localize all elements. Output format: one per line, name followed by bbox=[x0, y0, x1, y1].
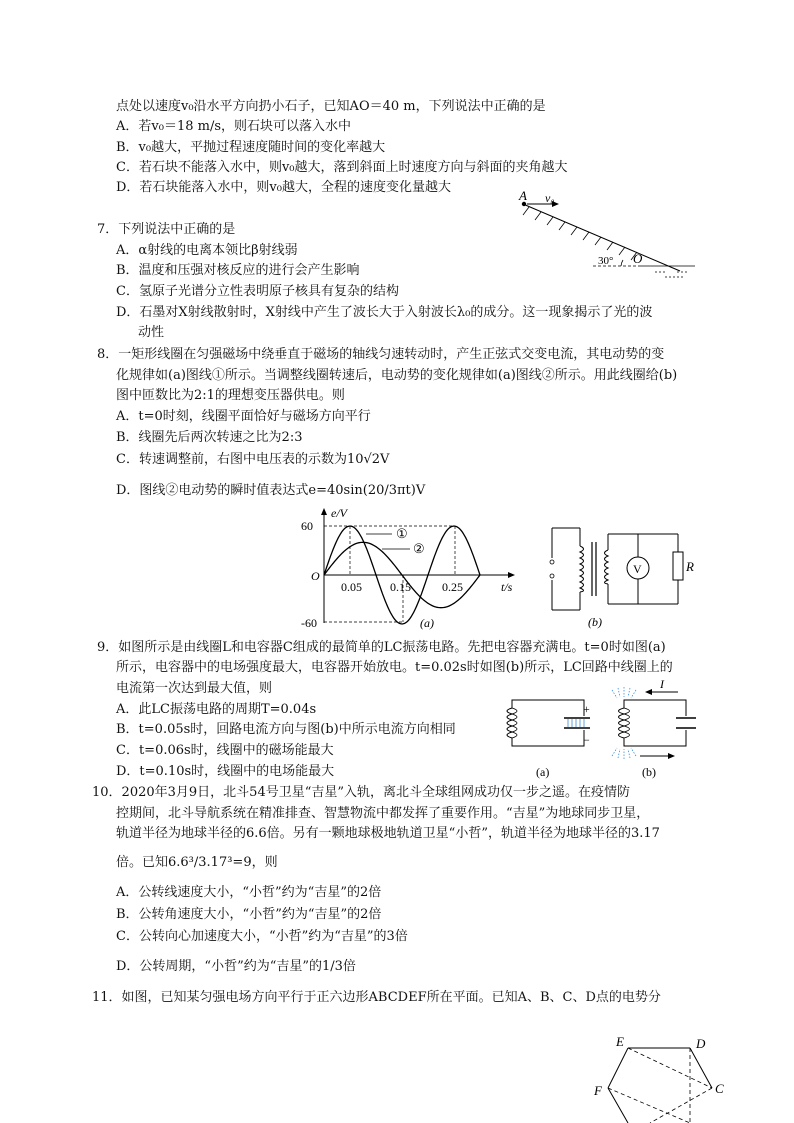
q9-option-c: C．t=0.06s时，线圈中的磁场能最大 bbox=[116, 743, 334, 758]
q8-option-a: A．t=0时刻，线圈平面恰好与磁场方向平行 bbox=[116, 409, 371, 424]
q8-option-d: D．图线②电动势的瞬时值表达式e=40sin(20/3πt)V bbox=[116, 483, 426, 498]
q8-option-c: C．转速调整前，右图中电压表的示数为10√2V bbox=[116, 452, 390, 467]
q9-option-b: B．t=0.05s时，回路电流方向与图(b)中所示电流方向相同 bbox=[116, 722, 456, 737]
q11-stem: 11．如图，已知某匀强电场方向平行于正六边形ABCDEF所在平面。已知A、B、C、D点的电势分 bbox=[92, 990, 661, 1005]
q6-option-c: C．若石块不能落入水中，则v₀越大，落到斜面上时速度方向与斜面的夹角越大 bbox=[116, 160, 568, 175]
q8-stem-3: 图中匝数比为2:1的理想变压器供电。则 bbox=[116, 388, 345, 403]
q7-option-d-cont: 动性 bbox=[138, 325, 165, 340]
q6-option-a: A．若v₀＝18 m/s，则石块可以落入水中 bbox=[116, 119, 351, 134]
q10-stem-4: 倍。已知6.6³/3.17³=9，则 bbox=[116, 855, 278, 870]
q9-stem-2: 所示，电容器中的电场强度最大，电容器开始放电。t=0.02s时如图(b)所示，LC回路中线圈上的 bbox=[116, 660, 673, 675]
q8-origin: O bbox=[311, 569, 320, 583]
q8-stem-1: 8．一矩形线圈在匀强磁场中绕垂直于磁场的轴线匀速转动时，产生正弦式交变电流，其电动势的变 bbox=[97, 347, 665, 362]
q8-ytick-60: 60 bbox=[301, 519, 313, 533]
q9-stem-1: 9．如图所示是由线圈L和电容器C组成的最简单的LC振荡电路。先把电容器充满电。t=0时如图(a) bbox=[97, 640, 666, 655]
q9-caption-b: (b) bbox=[642, 765, 656, 779]
q8-transformer-circuit bbox=[538, 520, 703, 632]
q10-stem-3: 轨道半径为地球半径的6.6倍。另有一颗地球极地轨道卫星“小哲”，轨道半径为地球半径的3.17 bbox=[116, 826, 660, 841]
q7-stem: 7．下列说法中正确的是 bbox=[97, 222, 236, 237]
q8-ytick-neg60: -60 bbox=[301, 616, 317, 630]
q9-lc-figure bbox=[500, 678, 700, 782]
q6-angle: 30° bbox=[598, 255, 614, 267]
q8-circuit-caption: (b) bbox=[588, 615, 602, 629]
q9-option-d: D．t=0.10s时，线圈中的电场能最大 bbox=[116, 764, 335, 779]
q8-ylabel: e/V bbox=[331, 506, 347, 520]
q7-option-b: B．温度和压强对核反应的进行会产生影响 bbox=[116, 263, 360, 278]
q6-stem-tail: 点处以速度v₀沿水平方向扔小石子，已知AO＝40 m，下列说法中正确的是 bbox=[116, 99, 546, 114]
q9-minus: − bbox=[583, 733, 590, 747]
q11-label-f: F bbox=[594, 1083, 602, 1098]
q6-label-a: A bbox=[519, 188, 527, 203]
q11-label-d: D bbox=[696, 1036, 706, 1051]
q6-option-d: D．若石块能落入水中，则v₀越大，全程的速度变化量越大 bbox=[116, 180, 451, 195]
q9-stem-3: 电流第一次达到最大值，则 bbox=[116, 681, 273, 696]
q11-hexagon-figure bbox=[590, 1030, 740, 1123]
q10-option-d: D．公转周期，“小哲”约为“吉星”的1/3倍 bbox=[116, 959, 356, 974]
q11-label-e: E bbox=[616, 1034, 624, 1049]
q8-graph-caption: (a) bbox=[420, 616, 434, 630]
q7-option-a: A．α射线的电离本领比β射线弱 bbox=[116, 243, 298, 258]
q6-slope-figure bbox=[505, 186, 705, 286]
q9-current-label: I bbox=[660, 678, 664, 691]
q10-stem-2: 控期间，北斗导航系统在精准排查、智慧物流中都发挥了重要作用。“吉星”为地球同步卫星， bbox=[116, 806, 650, 821]
q8-xtick-005: 0.05 bbox=[341, 580, 362, 594]
q6-option-b: B．v₀越大，平抛过程速度随时间的变化率越大 bbox=[116, 140, 386, 155]
q10-option-b: B．公转角速度大小，“小哲”约为“吉星”的2倍 bbox=[116, 907, 382, 922]
q9-option-a: A．此LC振荡电路的周期T=0.04s bbox=[116, 702, 317, 717]
q8-stem-2: 化规律如(a)图线①所示。当调整线圈转速后，电动势的变化规律如(a)图线②所示。用此线圈给(b) bbox=[116, 368, 678, 383]
q8-voltmeter-label: V bbox=[633, 562, 642, 576]
q6-label-o: O bbox=[633, 251, 643, 266]
q8-et-graph bbox=[300, 503, 525, 635]
q8-curve1-label: ① bbox=[396, 526, 408, 541]
q8-curve2-label: ② bbox=[413, 541, 425, 556]
q8-xtick-025: 0.25 bbox=[442, 580, 463, 594]
q9-plus: + bbox=[583, 702, 590, 716]
q10-option-c: C．公转向心加速度大小，“小哲”约为“吉星”的3倍 bbox=[116, 929, 408, 944]
q8-option-b: B．线圈先后两次转速之比为2:3 bbox=[116, 430, 303, 445]
q8-resistor-label: R bbox=[686, 559, 694, 574]
q7-option-d: D．石墨对X射线散射时，X射线中产生了波长大于入射波长λ₀的成分。这一现象揭示了光的波 bbox=[116, 305, 653, 320]
q10-stem-1: 10．2020年3月9日，北斗54号卫星“吉星”入轨，离北斗全球组网成功仅一步之遥。在疫情防 bbox=[92, 785, 631, 800]
q10-option-a: A．公转线速度大小，“小哲”约为“吉星”的2倍 bbox=[116, 885, 382, 900]
q6-label-v0: v₀ bbox=[545, 191, 555, 205]
q7-option-c: C．氢原子光谱分立性表明原子核具有复杂的结构 bbox=[116, 284, 399, 299]
q8-xtick-015: 0.15 bbox=[390, 580, 411, 594]
q8-xlabel: t/s bbox=[501, 580, 513, 594]
q9-caption-a: (a) bbox=[536, 765, 550, 779]
q11-label-c: C bbox=[715, 1081, 724, 1096]
